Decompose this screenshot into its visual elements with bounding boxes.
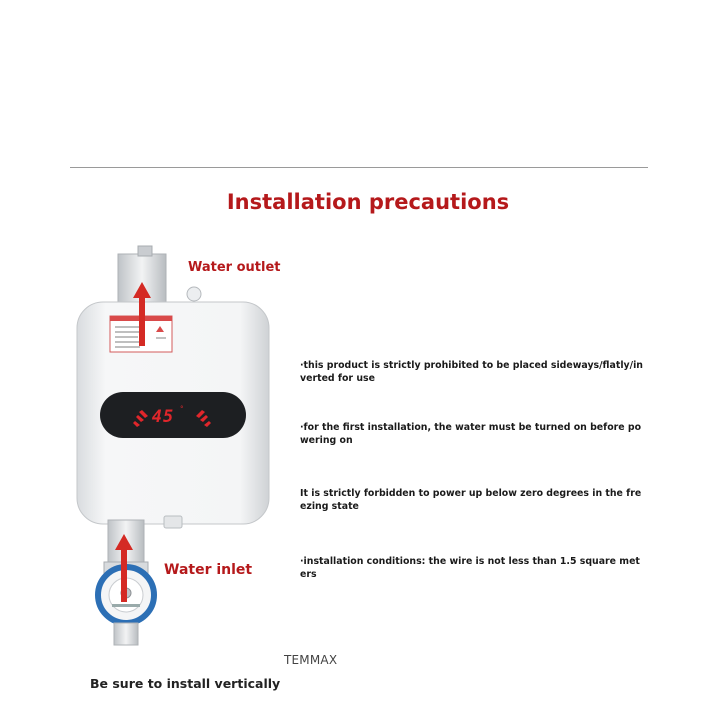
note-wire-size: ·installation conditions: the wire is not less than 1.5 square meters [300, 556, 640, 580]
svg-text:45: 45 [151, 407, 175, 427]
note-water-before-power: ·for the first installation, the water must be turned on before powering on [300, 422, 642, 446]
page-title: Installation precautions [226, 190, 510, 214]
water-inlet-label: Water inlet [164, 562, 253, 578]
install-vertically-note: Be sure to install vertically [90, 676, 281, 691]
note-no-freezing: It is strictly forbidden to power up below zero degrees in the freezing state [300, 488, 642, 512]
water-heater-illustration [60, 240, 290, 650]
brand-label: TEMMAX [284, 653, 338, 667]
svg-text:°: ° [180, 405, 184, 413]
top-divider [70, 167, 648, 168]
water-outlet-label: Water outlet [188, 260, 281, 275]
note-no-sideways: ·this product is strictly prohibited to be placed sideways/flatly/inverted for use [300, 360, 643, 384]
